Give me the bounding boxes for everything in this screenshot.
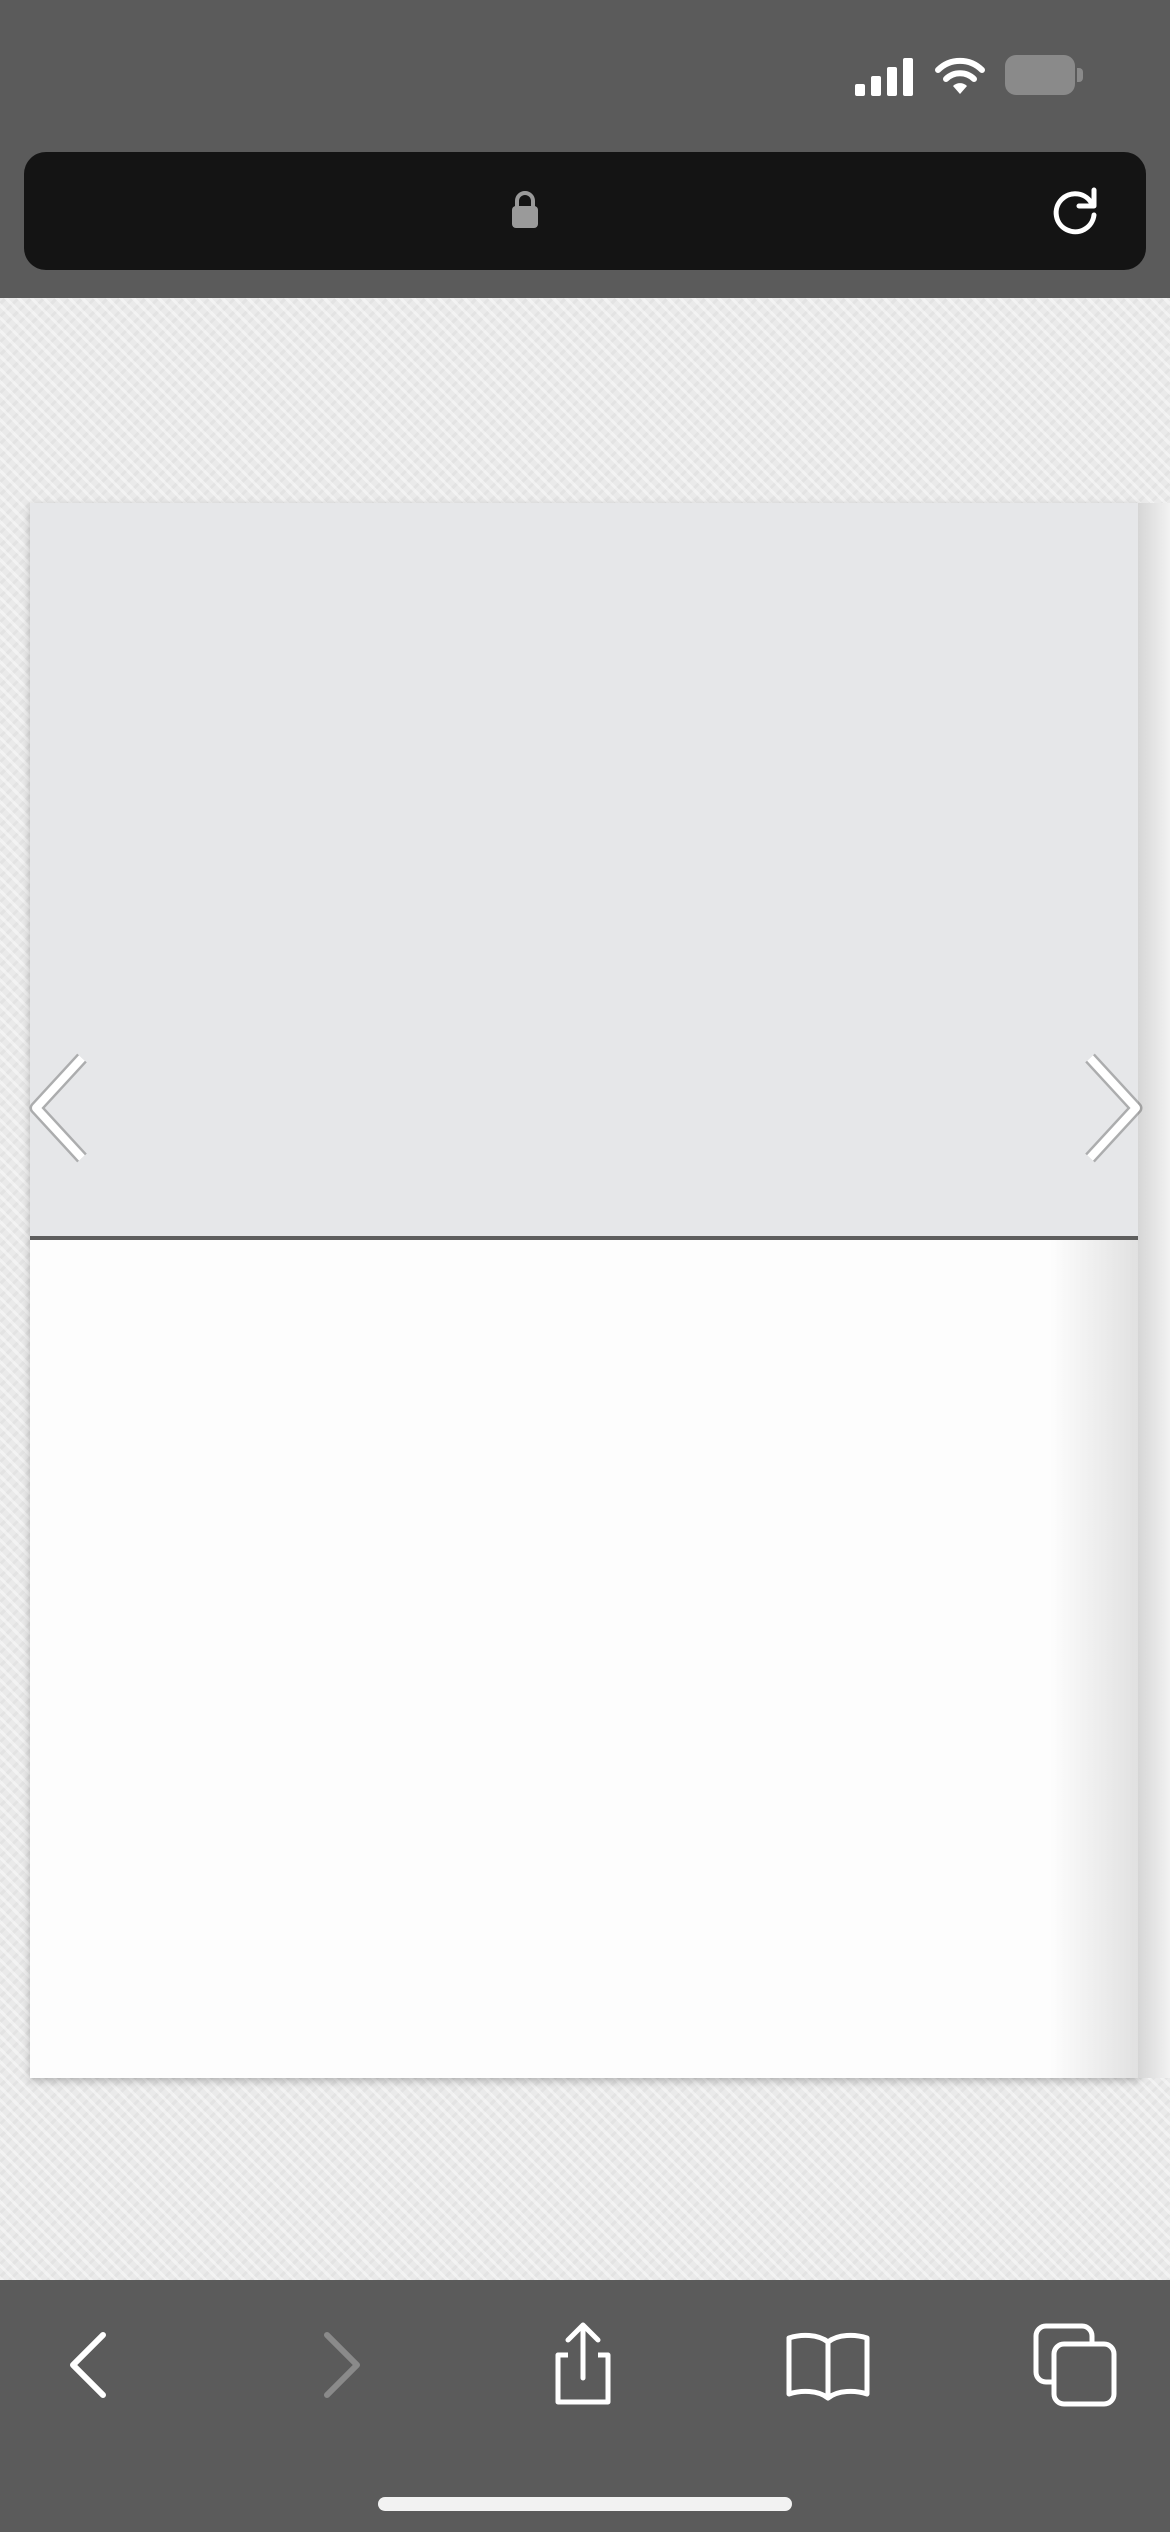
translation-panel	[30, 1240, 1140, 2078]
reload-icon[interactable]	[1044, 180, 1106, 242]
address-bar[interactable]	[24, 152, 1146, 270]
next-page-arrow-icon[interactable]	[1070, 1038, 1150, 1178]
wifi-icon	[935, 56, 985, 96]
flipbook-viewport[interactable]	[0, 298, 1170, 2280]
book-page	[30, 503, 1140, 2078]
battery-icon	[1005, 55, 1085, 95]
browser-toolbar	[0, 2280, 1170, 2532]
battery-level	[1005, 55, 1075, 95]
original-text-panel	[30, 503, 1140, 1238]
forward-icon[interactable]	[295, 2320, 385, 2410]
bookmarks-icon[interactable]	[783, 2320, 873, 2410]
back-icon[interactable]	[45, 2320, 135, 2410]
home-indicator	[378, 2497, 792, 2511]
share-icon[interactable]	[538, 2320, 628, 2410]
lock-icon	[510, 190, 540, 230]
tabs-icon[interactable]	[1030, 2320, 1120, 2410]
prev-page-arrow-icon[interactable]	[22, 1038, 102, 1178]
next-page-edge	[1138, 503, 1170, 2078]
browser-top-chrome	[0, 0, 1170, 298]
cellular-signal-icon	[855, 58, 915, 96]
